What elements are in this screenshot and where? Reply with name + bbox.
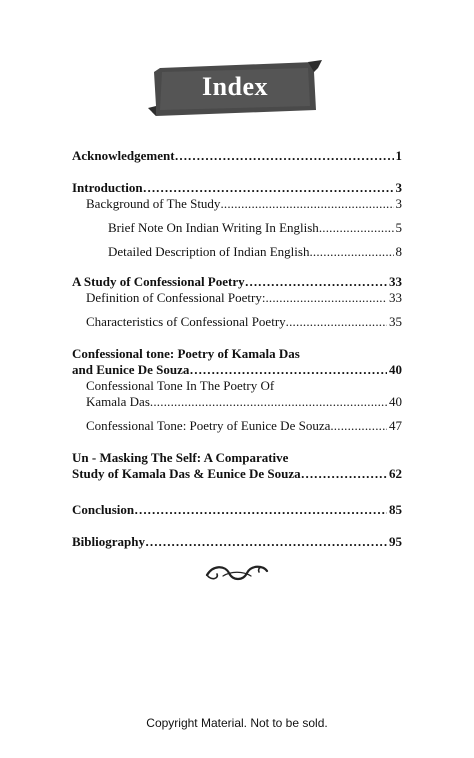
toc-entry-unmasking-line1[interactable]: Un - Masking The Self: A Comparative bbox=[72, 450, 289, 465]
toc-page-number: 40 bbox=[389, 394, 402, 409]
toc-label: Brief Note On Indian Writing In English bbox=[108, 220, 319, 235]
toc-entry-conclusion[interactable] bbox=[72, 502, 402, 518]
toc-label: Background of The Study bbox=[86, 196, 221, 211]
toc-page-number: 62 bbox=[389, 466, 402, 481]
leader-dots bbox=[145, 534, 387, 550]
leader-dots bbox=[189, 362, 387, 378]
toc-subentry-kamala-das-line1[interactable]: Confessional Tone In The Poetry Of bbox=[86, 378, 275, 393]
leader-dots bbox=[265, 290, 387, 306]
toc-subentry-definition[interactable] bbox=[86, 290, 402, 306]
toc-page-number: 33 bbox=[389, 274, 402, 289]
table-of-contents bbox=[72, 148, 402, 550]
toc-label: Study of Kamala Das & Eunice De Souza bbox=[72, 466, 301, 481]
toc-page-number: 95 bbox=[389, 534, 402, 549]
toc-subentry-brief-note[interactable] bbox=[108, 220, 402, 236]
toc-page-number: 3 bbox=[395, 196, 402, 211]
copyright-notice: Copyright Material. Not to be sold. bbox=[146, 716, 328, 730]
toc-page-number: 35 bbox=[389, 314, 402, 329]
leader-dots bbox=[330, 418, 387, 434]
toc-subentry-eunice-de-souza[interactable] bbox=[86, 418, 402, 434]
leader-dots bbox=[175, 148, 394, 164]
toc-label: Characteristics of Confessional Poetry bbox=[86, 314, 286, 329]
toc-entry-confessional-tone-line1[interactable]: Confessional tone: Poetry of Kamala Das bbox=[72, 346, 300, 361]
toc-entry-introduction[interactable] bbox=[72, 180, 402, 196]
toc-label: Acknowledgement bbox=[72, 148, 175, 163]
flourish-ornament-icon bbox=[203, 563, 271, 588]
leader-dots bbox=[286, 314, 387, 330]
toc-entry-confessional-tone[interactable] bbox=[72, 362, 402, 378]
toc-subentry-characteristics[interactable] bbox=[86, 314, 402, 330]
index-banner bbox=[148, 60, 322, 118]
toc-page-number: 33 bbox=[389, 290, 402, 305]
toc-page-number: 8 bbox=[395, 244, 402, 259]
toc-entry-acknowledgement[interactable] bbox=[72, 148, 402, 164]
toc-label: Kamala Das bbox=[86, 394, 150, 409]
toc-entry-unmasking[interactable] bbox=[72, 466, 402, 482]
leader-dots bbox=[143, 180, 394, 196]
leader-dots bbox=[150, 394, 387, 410]
toc-page-number: 40 bbox=[389, 362, 402, 377]
leader-dots bbox=[134, 502, 387, 518]
leader-dots bbox=[301, 466, 387, 482]
leader-dots bbox=[245, 274, 387, 290]
toc-page-number: 3 bbox=[395, 180, 402, 195]
toc-label: Conclusion bbox=[72, 502, 135, 517]
toc-entry-confessional-poetry[interactable] bbox=[72, 274, 402, 290]
toc-subentry-indian-english[interactable] bbox=[108, 244, 402, 260]
leader-dots bbox=[220, 196, 393, 212]
toc-label: Detailed Description of Indian English bbox=[108, 244, 310, 259]
toc-label: Definition of Confessional Poetry: bbox=[86, 290, 266, 305]
toc-label: Bibliography bbox=[72, 534, 145, 549]
page-title: Index bbox=[201, 72, 269, 101]
toc-label: Introduction bbox=[72, 180, 143, 195]
toc-page-number: 1 bbox=[395, 148, 402, 163]
toc-subentry-background[interactable] bbox=[86, 196, 402, 212]
leader-dots bbox=[319, 220, 394, 236]
toc-label: A Study of Confessional Poetry bbox=[72, 274, 245, 289]
leader-dots bbox=[309, 244, 393, 260]
toc-page-number: 5 bbox=[395, 220, 402, 235]
toc-label: Confessional Tone: Poetry of Eunice De Souza bbox=[86, 418, 331, 433]
toc-page-number: 85 bbox=[389, 502, 402, 517]
toc-page-number: 47 bbox=[389, 418, 402, 433]
toc-subentry-kamala-das[interactable] bbox=[86, 394, 402, 410]
toc-entry-bibliography[interactable] bbox=[72, 534, 402, 550]
toc-label: and Eunice De Souza bbox=[72, 362, 190, 377]
